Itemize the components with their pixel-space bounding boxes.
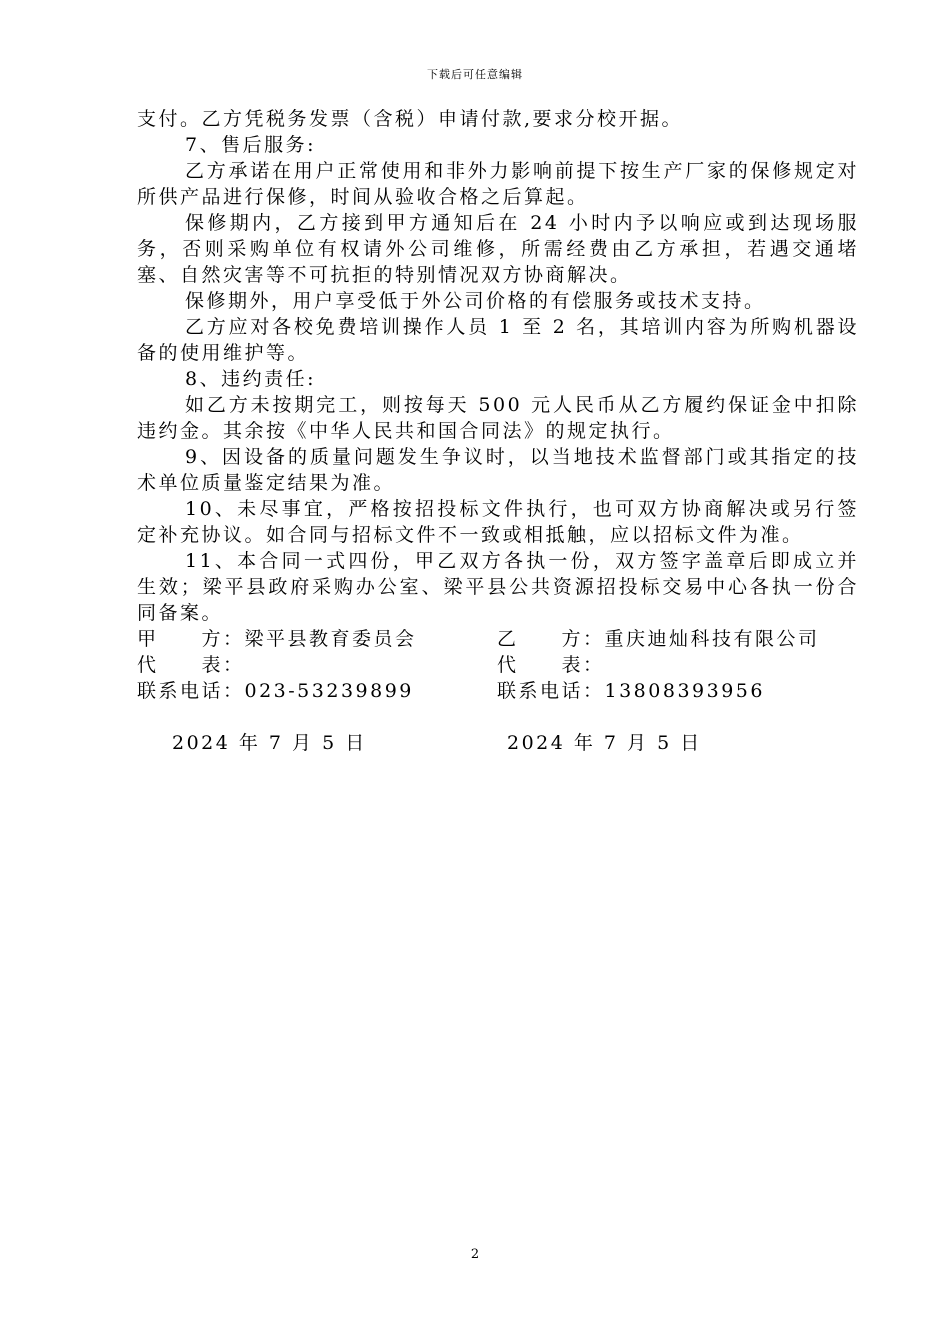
contract-body (137, 106, 859, 760)
paragraph-training: 乙方应对各校免费培训操作人员 1 至 2 名，其培训内容为所购机器设备的使用维护等。 (137, 316, 859, 364)
party-a-representative: 代 表： (137, 654, 245, 676)
paragraph-penalty: 如乙方未按期完工，则按每天 500 元人民币从乙方履约保证金中扣除违约金。其余按《中华人民共和国合同法》的规定执行。 (137, 394, 859, 442)
page-header: 下载后可任意编辑 (427, 68, 523, 81)
paragraph-out-of-warranty: 保修期外，用户享受低于外公司价格的有偿服务或技术支持。 (185, 290, 766, 312)
paragraph-copies: 11、本合同一式四份，甲乙双方各执一份，双方签字盖章后即成立并生效；梁平县政府采购办公室、梁平县公共资源招投标交易中心各执一份合同备案。 (137, 550, 859, 624)
paragraph-warranty-promise: 乙方承诺在用户正常使用和非外力影响前提下按生产厂家的保修规定对所供产品进行保修，时间从验收合格之后算起。 (137, 160, 859, 208)
spacer (137, 704, 859, 730)
party-b-representative: 代 表： (497, 654, 605, 676)
party-b-phone: 联系电话：13808393956 (497, 680, 765, 702)
party-b-date: 2024 年 7 月 5 日 (507, 732, 702, 754)
heading-after-sales: 7、售后服务: (185, 134, 316, 156)
signature-row-representatives (137, 652, 859, 678)
party-a-date: 2024 年 7 月 5 日 (172, 732, 367, 754)
signature-row-parties (137, 626, 859, 652)
heading-breach: 8、违约责任: (185, 368, 316, 390)
page-number: 2 (470, 1247, 480, 1262)
party-a-name: 甲 方：梁平县教育委员会 (137, 628, 417, 650)
paragraph-in-warranty: 保修期内，乙方接到甲方通知后在 24 小时内予以响应或到达现场服务，否则采购单位有权请外公司维修，所需经费由乙方承担，若遇交通堵塞、自然灾害等不可抗拒的特别情况双方协商解决。 (137, 212, 859, 286)
signature-row-phones (137, 678, 859, 704)
party-a-phone: 联系电话：023-53239899 (137, 680, 414, 702)
paragraph-payment: 支付。乙方凭税务发票（含税）申请付款,要求分校开据。 (137, 108, 684, 130)
paragraph-supplement: 10、未尽事宜，严格按招投标文件执行，也可双方协商解决或另行签定补充协议。如合同与招标文件不一致或相抵触，应以招标文件为准。 (137, 498, 859, 546)
signature-row-dates (137, 730, 859, 760)
paragraph-dispute: 9、因设备的质量问题发生争议时，以当地技术监督部门或其指定的技术单位质量鉴定结果为准。 (137, 446, 859, 494)
party-b-name: 乙 方：重庆迪灿科技有限公司 (497, 628, 820, 650)
